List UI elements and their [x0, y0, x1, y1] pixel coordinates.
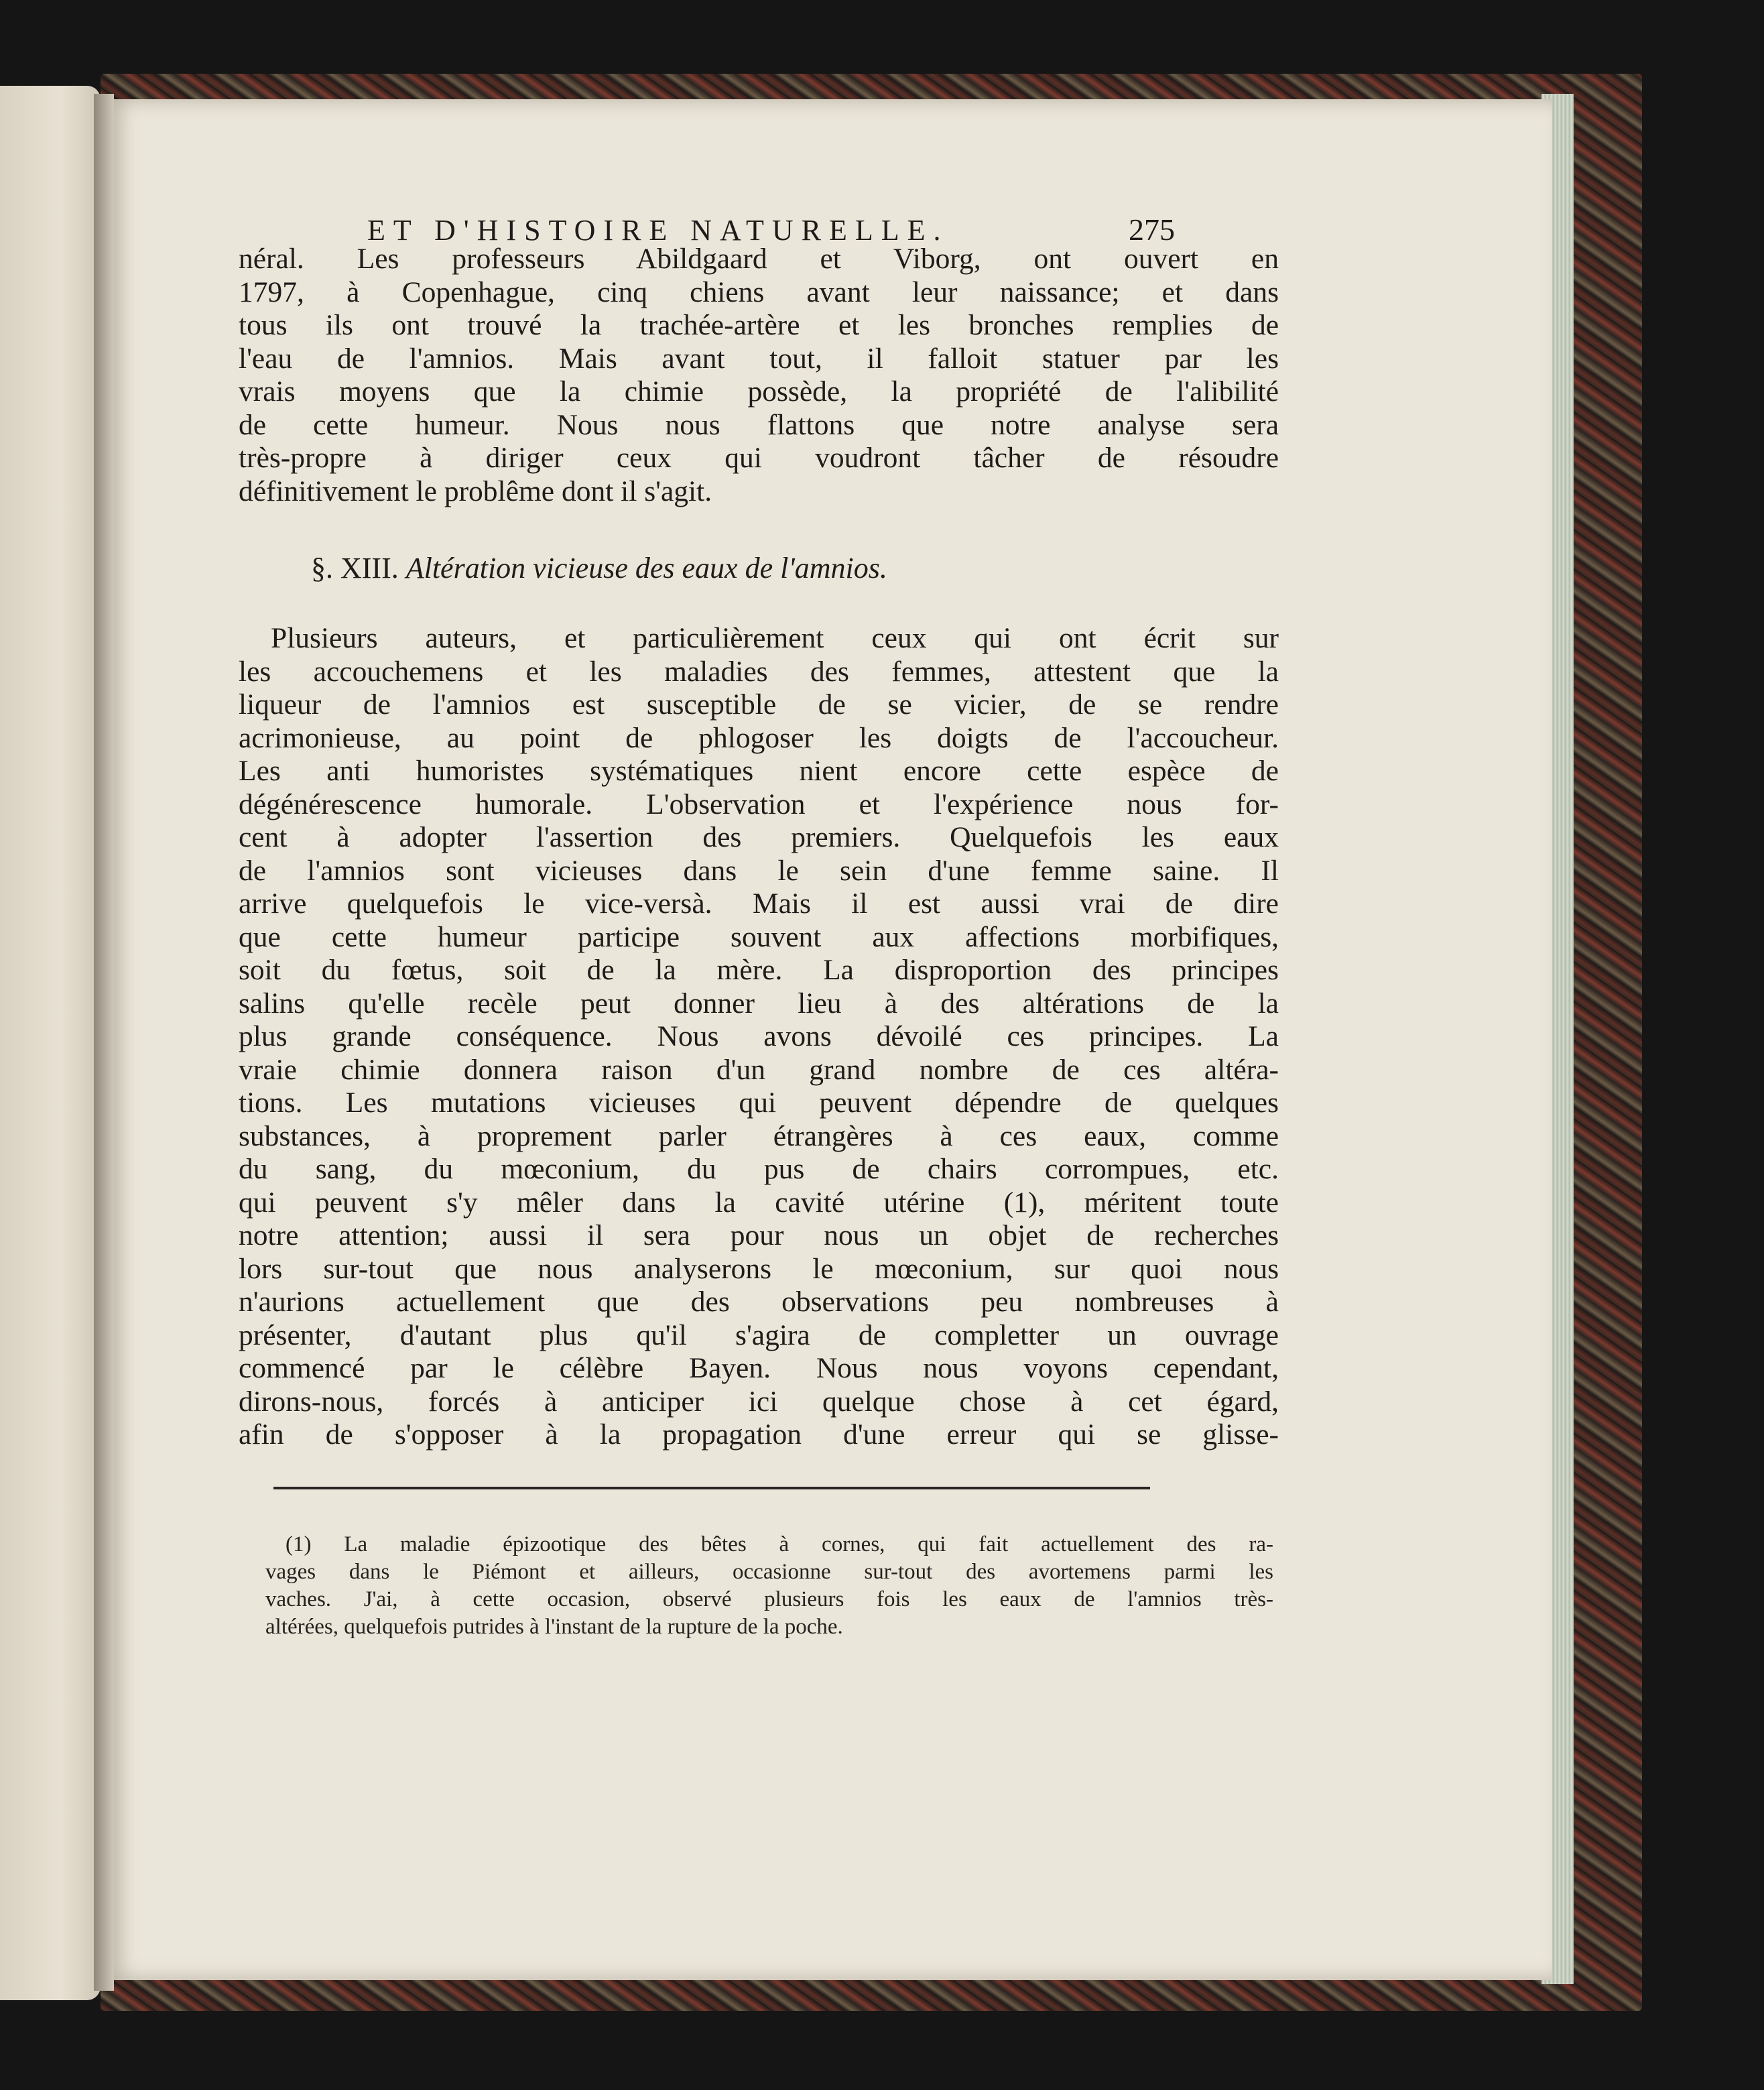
left-facing-page	[0, 86, 101, 2000]
text-line: dégénérescence humorale. L'observation et l'expérience nous for-	[239, 788, 1279, 820]
section-title: Altération vicieuse des eaux de l'amnios.	[405, 552, 887, 585]
text-line: n'aurions actuellement que des observations peu nombreuses à	[239, 1286, 1279, 1318]
section-heading	[311, 551, 887, 585]
text-line: tous ils ont trouvé la trachée-artère et les bronches remplies de	[239, 309, 1279, 341]
page-number: 275	[1129, 212, 1175, 247]
text-line: néral. Les professeurs Abildgaard et Viborg, ont ouvert en	[239, 243, 1279, 275]
page-gutter-shadow	[94, 94, 114, 1991]
text-line: cent à adopter l'assertion des premiers. Quelquefois les eaux	[239, 821, 1279, 853]
text-line: arrive quelquefois le vice-versà. Mais il est aussi vrai de dire	[239, 887, 1279, 920]
footnote-line: vages dans le Piémont et ailleurs, occasionne sur-tout des avortemens parmi les	[265, 1560, 1273, 1584]
text-line: liqueur de l'amnios est susceptible de se vicier, de se rendre	[239, 688, 1279, 721]
footnote-line: altérées, quelquefois putrides à l'instant de la rupture de la poche.	[265, 1615, 843, 1639]
text-line: vraie chimie donnera raison d'un grand nombre de ces altéra-	[239, 1053, 1279, 1086]
text-line: définitivement le problême dont il s'agit.	[239, 475, 712, 507]
text-line: salins qu'elle recèle peut donner lieu à des altérations de la	[239, 987, 1279, 1020]
text-line: lors sur-tout que nous analyserons le mœconium, sur quoi nous	[239, 1252, 1279, 1285]
text-line: acrimonieuse, au point de phlogoser les doigts de l'accoucheur.	[239, 721, 1279, 754]
text-line: de l'amnios sont vicieuses dans le sein d'une femme saine. Il	[239, 854, 1279, 887]
text-line: Les anti humoristes systématiques nient encore cette espèce de	[239, 755, 1279, 787]
footnote-rule	[273, 1487, 1150, 1489]
text-line: dirons-nous, forcés à anticiper ici quelque chose à cet égard,	[239, 1385, 1279, 1418]
text-line: 1797, à Copenhague, cinq chiens avant leur naissance; et dans	[239, 275, 1279, 308]
text-line: soit du fœtus, soit de la mère. La disproportion des principes	[239, 954, 1279, 986]
text-line: les accouchemens et les maladies des femmes, attestent que la	[239, 655, 1279, 688]
footnote-line: (1) La maladie épizootique des bêtes à cornes, qui fait actuellement des ra-	[286, 1532, 1273, 1556]
text-line: qui peuvent s'y mêler dans la cavité utérine (1), méritent toute	[239, 1186, 1279, 1219]
text-line: tions. Les mutations vicieuses qui peuvent dépendre de quelques	[239, 1087, 1279, 1119]
text-line: présenter, d'autant plus qu'il s'agira de completter un ouvrage	[239, 1318, 1279, 1351]
text-line: du sang, du mœconium, du pus de chairs corrompues, etc.	[239, 1153, 1279, 1185]
paragraph-2	[239, 622, 1279, 1452]
text-line: de cette humeur. Nous nous flattons que notre analyse sera	[239, 408, 1279, 441]
section-number: §. XIII.	[311, 552, 399, 585]
text-line: très-propre à diriger ceux qui voudront tâcher de résoudre	[239, 442, 1279, 474]
text-line: notre attention; aussi il sera pour nous un objet de recherches	[239, 1219, 1279, 1251]
paragraph-1	[239, 243, 1279, 508]
text-line: vrais moyens que la chimie possède, la propriété de l'alibilité	[239, 375, 1279, 408]
footnote-line: vaches. J'ai, à cette occasion, observé plusieurs fois les eaux de l'amnios très-	[265, 1587, 1273, 1611]
running-head-title: ET D'HISTOIRE NATURELLE.	[367, 214, 949, 247]
footnote	[265, 1531, 1273, 1641]
text-line: Plusieurs auteurs, et particulièrement ceux qui ont écrit sur	[271, 622, 1279, 654]
text-line: plus grande conséquence. Nous avons dévoilé ces principes. La	[239, 1020, 1279, 1052]
text-line: afin de s'opposer à la propagation d'une erreur qui se glisse-	[239, 1418, 1279, 1451]
text-line: substances, à proprement parler étrangères à ces eaux, comme	[239, 1119, 1279, 1152]
text-line: commencé par le célèbre Bayen. Nous nous voyons cependant,	[239, 1352, 1279, 1384]
text-line: l'eau de l'amnios. Mais avant tout, il falloit statuer par les	[239, 342, 1279, 375]
text-line: que cette humeur participe souvent aux affections morbifiques,	[239, 920, 1279, 953]
